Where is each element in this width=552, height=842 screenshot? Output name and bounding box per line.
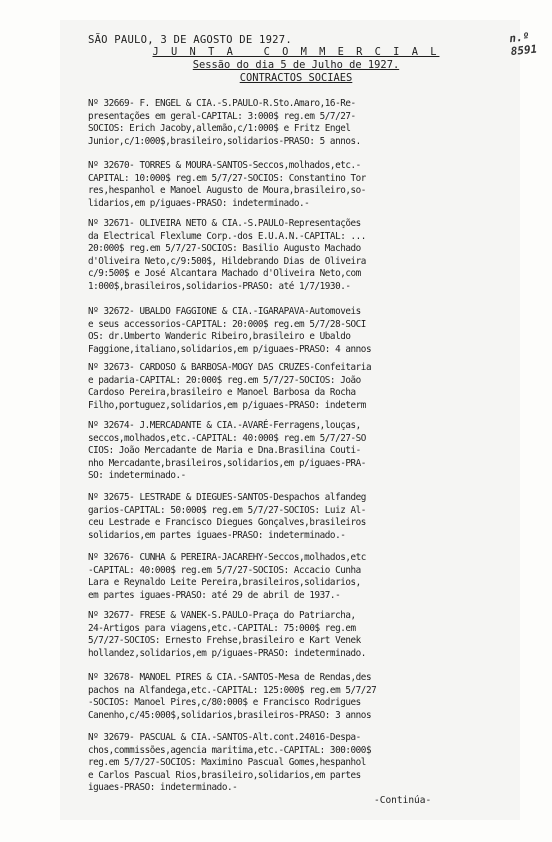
contract-entry xyxy=(88,732,476,795)
entry-line: Nº 32677- FRESE & VANEK-S.PAULO-Praça do Patriarcha, xyxy=(88,610,356,621)
entry-line: pachos na Alfandega,etc.-CAPITAL: 125:000$ reg.em 5/7/27 xyxy=(88,684,377,696)
entry-line: Nº 32669- F. ENGEL & CIA.-S.PAULO-R.Sto.Amaro,16-Re- xyxy=(88,98,356,109)
entry-line: Nº 32678- MANOEL PIRES & CIA.-SANTOS-Mesa de Rendas,des xyxy=(88,672,372,683)
entry-line: SO: indeterminado.- xyxy=(88,470,186,482)
document-number-stamp: n.º 8591 xyxy=(508,30,538,59)
entry-line: -CAPITAL: 40:000$ reg.em 5/7/27-SOCIOS: Accacio Cunha xyxy=(88,564,361,576)
entry-line: seccos,molhados,etc.-CAPITAL: 40:000$ reg.em 5/7/27-SO xyxy=(88,432,366,444)
entry-line: Canenho,c/45:000$,solidarios,brasileiros-PRASO: 3 annos xyxy=(88,709,372,721)
entry-line: hollandez,solidarios,em p/iguaes-PRASO: indeterminado. xyxy=(88,647,366,659)
contract-entry xyxy=(88,362,476,412)
contract-entry xyxy=(88,672,476,722)
entry-line: Nº 32671- OLIVEIRA NETO & CIA.-S.PAULO-Representações xyxy=(88,218,361,229)
entry-line: Cardoso Pereira,brasileiro e Manoel Barbosa da Rocha xyxy=(88,387,356,399)
entry-line: presentações em geral-CAPITAL: 3:000$ reg.em 5/7/27- xyxy=(88,110,356,122)
entry-line: garios-CAPITAL: 50:000$ reg.em 5/7/27-SOCIOS: Luiz Al- xyxy=(88,504,366,516)
entry-line: 5/7/27-SOCIOS: Ernesto Frehse,brasileiro e Kart Venek xyxy=(88,635,361,647)
entry-line: CAPITAL: 10:000$ reg.em 5/7/27-SOCIOS: Constantino Tor xyxy=(88,172,366,184)
entry-line: Lara e Reynaldo Leite Pereira,brasileiros,solidarios, xyxy=(88,577,361,589)
entry-line: Nº 32675- LESTRADE & DIEGUES-SANTOS-Despachos alfandeg xyxy=(88,492,366,503)
entry-line: SOCIOS: Erich Jacoby,allemão,c/1:000$ e Fritz Engel xyxy=(88,123,351,135)
entry-line: 1:000$,brasileiros,solidarios-PRASO: até 1/7/1930.- xyxy=(88,280,351,292)
entry-line: 20:000$ reg.em 5/7/27-SOCIOS: Basilio Augusto Machado xyxy=(88,243,361,255)
entry-line: nho Mercadante,brasileiros,solidarios,em p/iguaes-PRA- xyxy=(88,457,366,469)
entry-line: em partes iguaes-PRASO: até 29 de abril de 1937.- xyxy=(88,589,341,601)
entry-line: lidarios,em p/iguaes-PRASO: indeterminado.- xyxy=(88,197,310,209)
entry-line: solidarios,em partes iguaes-PRASO: indeterminado.- xyxy=(88,529,346,541)
date-line: SÃO PAULO, 3 DE AGOSTO DE 1927. xyxy=(88,34,292,46)
entry-line: Nº 32679- PASCUAL & CIA.-SANTOS-Alt.cont.24016-Despa- xyxy=(88,732,361,743)
contract-entry xyxy=(88,492,476,542)
entry-line: Nº 32670- TORRES & MOURA-SANTOS-Seccos,molhados,etc.- xyxy=(88,160,361,171)
contract-entry xyxy=(88,306,476,356)
entry-line: Nº 32674- J.MERCADANTE & CIA.-AVARÉ-Ferragens,louças, xyxy=(88,420,361,431)
entry-line: e padaria-CAPITAL: 20:000$ reg.em 5/7/27-SOCIOS: João xyxy=(88,374,361,386)
entry-line: Junior,c/1:000$,brasileiro,solidarios-PRASO: 5 annos. xyxy=(88,135,361,147)
entry-line: e Carlos Pascual Rios,brasileiro,solidarios,em partes xyxy=(88,769,361,781)
entry-line: Faggione,italiano,solidarios,em p/iguaes-PRASO: 4 annos xyxy=(88,343,372,355)
entry-line: ceu Lestrade e Francisco Diegues Gonçalves,brasileiros xyxy=(88,517,366,529)
entry-line: c/9:500$ e José Alcantara Machado d'Oliveira Neto,com xyxy=(88,268,361,280)
continued-note: -Continúa- xyxy=(374,795,432,806)
contract-entry xyxy=(88,420,476,483)
contract-entry xyxy=(88,98,476,148)
entry-line: OS: dr.Umberto Wanderic Ribeiro,brasileiro e Ubaldo xyxy=(88,331,351,343)
entry-line: iguaes-PRASO: indeterminado.- xyxy=(88,782,238,794)
entry-line: reg.em 5/7/27-SOCIOS: Maximino Pascual Gomes,hespanhol xyxy=(88,757,366,769)
section-heading: CONTRACTOS SOCIAES xyxy=(239,72,353,84)
entry-line: Filho,portuguez,solidarios,em p/iguaes-PRASO: indeterm xyxy=(88,399,366,411)
entry-line: da Electrical Flexlume Corp.-dos E.U.A.N.-CAPITAL: ... xyxy=(88,230,366,242)
contract-entry xyxy=(88,218,476,294)
entry-line: -SOCIOS: Manoel Pires,c/80:000$ e Francisco Rodrigues xyxy=(88,697,361,709)
entry-line: d'Oliveira Neto,c/9:500$, Hildebrando Dias de Oliveira xyxy=(88,255,366,267)
entry-line: Nº 32673- CARDOSO & BARBOSA-MOGY DAS CRUZES-Confeitaria xyxy=(88,362,372,373)
entry-line: e seus accessorios-CAPITAL: 20:000$ reg.em 5/7/28-SOCI xyxy=(88,318,366,330)
contract-entry xyxy=(88,552,476,602)
entry-line: 24-Artigos para viagens,etc.-CAPITAL: 75:000$ reg.em xyxy=(88,622,356,634)
entry-line: CIOS: João Mercadante de Maria e Dna.Brasilina Couti- xyxy=(88,445,361,457)
session-heading: Sessão do dia 5 de Julho de 1927. xyxy=(192,59,400,71)
entry-line: Nº 32672- UBALDO FAGGIONE & CIA.-IGARAPAVA-Automoveis xyxy=(88,306,361,317)
entry-line: Nº 32676- CUNHA & PEREIRA-JACAREHY-Seccos,molhados,etc xyxy=(88,552,366,563)
journal-title: J U N T A C O M M E R C I A L xyxy=(152,46,440,58)
contract-entry xyxy=(88,160,476,210)
entry-line: chos,commissões,agencia maritima,etc.-CAPITAL: 300:000$ xyxy=(88,744,372,756)
entry-line: res,hespanhol e Manoel Augusto de Moura,brasileiro,so- xyxy=(88,185,366,197)
contract-entry xyxy=(88,610,476,660)
